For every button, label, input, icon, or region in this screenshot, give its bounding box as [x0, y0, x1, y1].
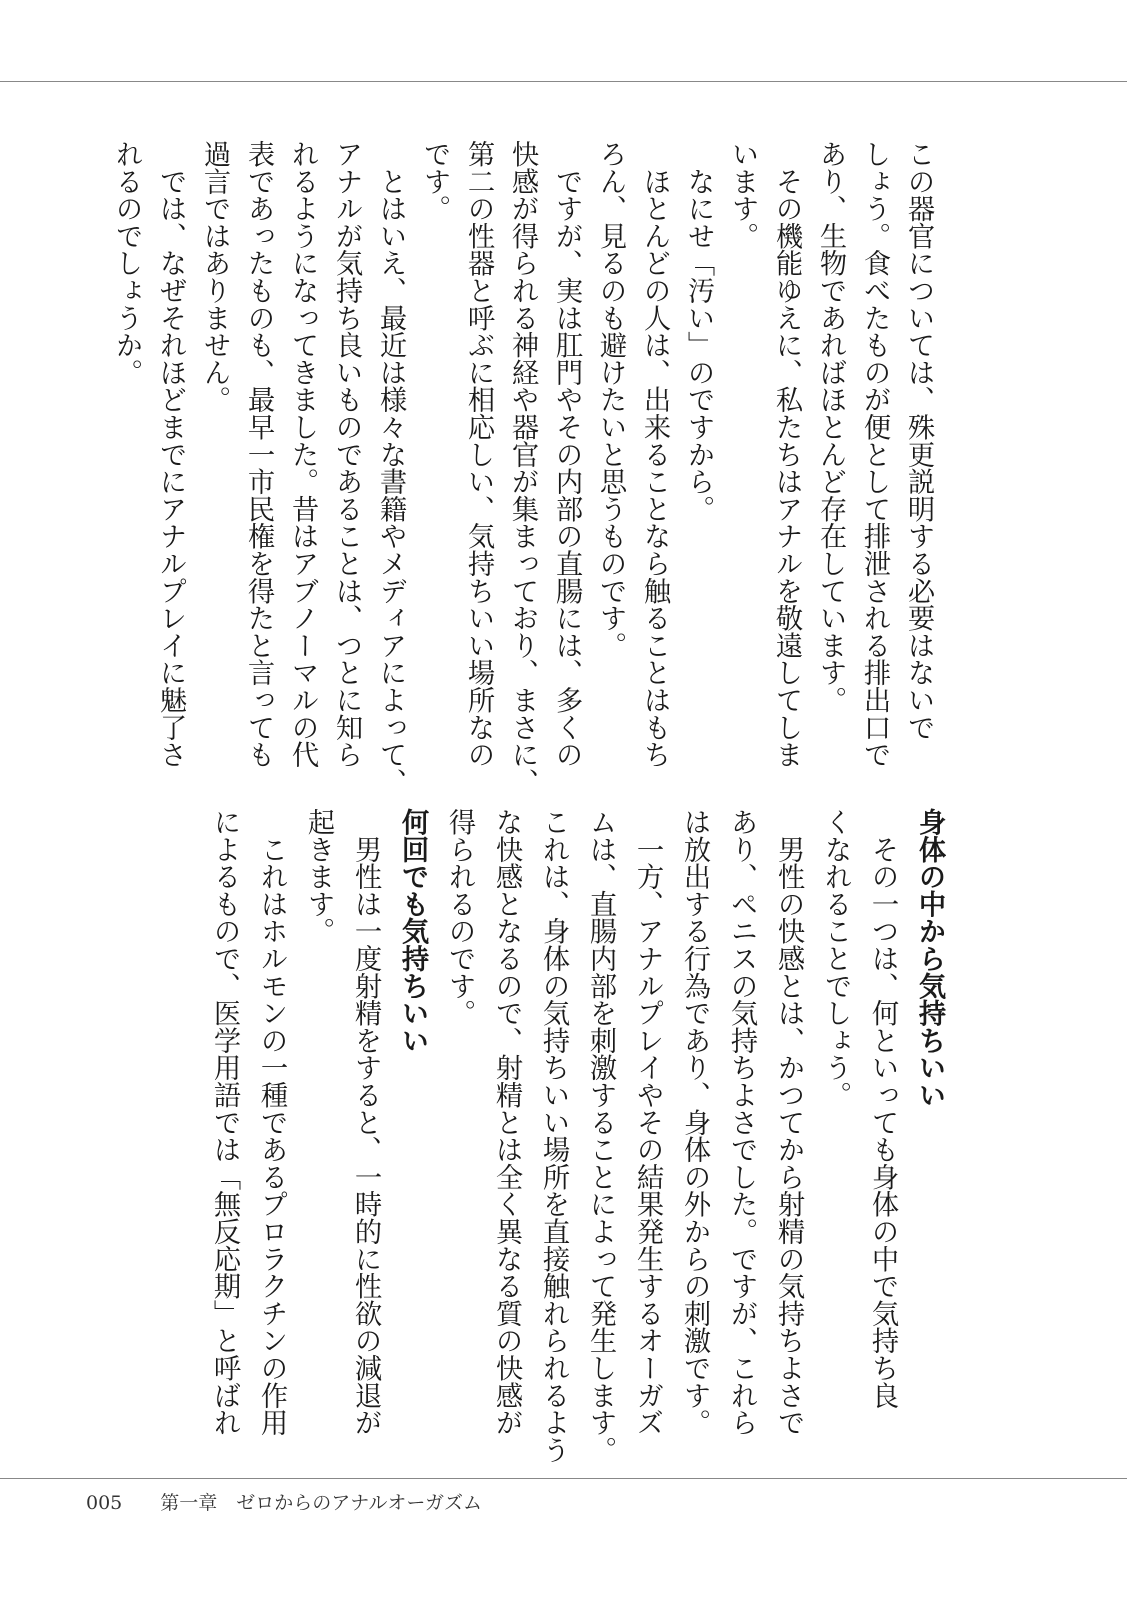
- text-column: なにせ「汚い」のですから。: [683, 140, 714, 523]
- text-column: れるのでしょうか。: [111, 140, 142, 386]
- text-column: います。: [727, 140, 758, 250]
- text-column: れるようになってきました。昔はアブノーマルの代: [287, 140, 318, 768]
- section-heading: 身体の中から気持ちいい: [914, 808, 946, 1109]
- text-column: ですが、実は肛門やその内部の直腸には、多くの: [551, 140, 582, 768]
- page-footer: [86, 1488, 482, 1515]
- text-column: とはいえ、最近は様々な書籍やメディアによって、: [375, 140, 406, 796]
- text-column: その機能ゆえに、私たちはアナルを敬遠してしま: [771, 140, 802, 768]
- text-column: ほとんどの人は、出来ることなら触ることはもち: [639, 140, 670, 768]
- chapter-title: 第一章 ゼロからのアナルオーガズム: [160, 1492, 482, 1514]
- text-column: これは、身体の気持ちいい場所を直接触れられるよう: [538, 808, 569, 1464]
- text-column: ムは、直腸内部を刺激することによって発生します。: [585, 808, 616, 1464]
- bottom-rule: [0, 1478, 1127, 1479]
- upper-text-block: [104, 140, 940, 796]
- text-column: な快感となるので、射精とは全く異なる質の快感が: [491, 808, 522, 1436]
- text-column: です。: [419, 140, 450, 222]
- text-column: 得られるのです。: [444, 808, 475, 1027]
- text-column: アナルが気持ち良いものであることは、つとに知ら: [331, 140, 362, 768]
- text-column: その一つは、何といっても身体の中で気持ち良: [867, 808, 898, 1409]
- text-column: は放出する行為であり、身体の外からの刺激です。: [679, 808, 710, 1436]
- text-column: 一方、アナルプレイやその結果発生するオーガズ: [632, 808, 663, 1436]
- text-column: あり、ペニスの気持ちよさでした。ですが、これら: [726, 808, 757, 1436]
- text-column: 起きます。: [303, 808, 334, 945]
- text-column: 快感が得られる神経や器官が集まっており、まさに、: [507, 140, 538, 796]
- text-column: ろん、見るのも避けたいと思うものです。: [595, 140, 626, 659]
- text-column: によるもので、医学用語では「無反応期」と呼ばれ: [209, 808, 240, 1436]
- text-column: しょう。食べたものが便として排泄される排出口で: [859, 140, 890, 768]
- text-column: では、なぜそれほどまでにアナルプレイに魅了さ: [155, 140, 186, 768]
- text-column: あり、生物であればほとんど存在しています。: [815, 140, 846, 714]
- section-heading: 何回でも気持ちいい: [397, 808, 429, 1054]
- text-column: 第二の性器と呼ぶに相応しい、気持ちいい場所なの: [463, 140, 494, 768]
- text-column: くなれることでしょう。: [820, 808, 851, 1109]
- text-column: 表であったものも、最早一市民権を得たと言っても: [243, 140, 274, 768]
- text-column: 過言ではありません。: [199, 140, 230, 413]
- text-column: 男性の快感とは、かつてから射精の気持ちよさで: [773, 808, 804, 1436]
- top-rule: [0, 81, 1127, 82]
- text-column: この器官については、殊更説明する必要はないで: [903, 140, 934, 741]
- page-number: 005: [86, 1492, 123, 1514]
- text-column: 男性は一度射精をすると、一時的に性欲の減退が: [350, 808, 381, 1436]
- lower-text-block: [201, 808, 953, 1464]
- text-column: これはホルモンの一種であるプロラクチンの作用: [256, 808, 287, 1436]
